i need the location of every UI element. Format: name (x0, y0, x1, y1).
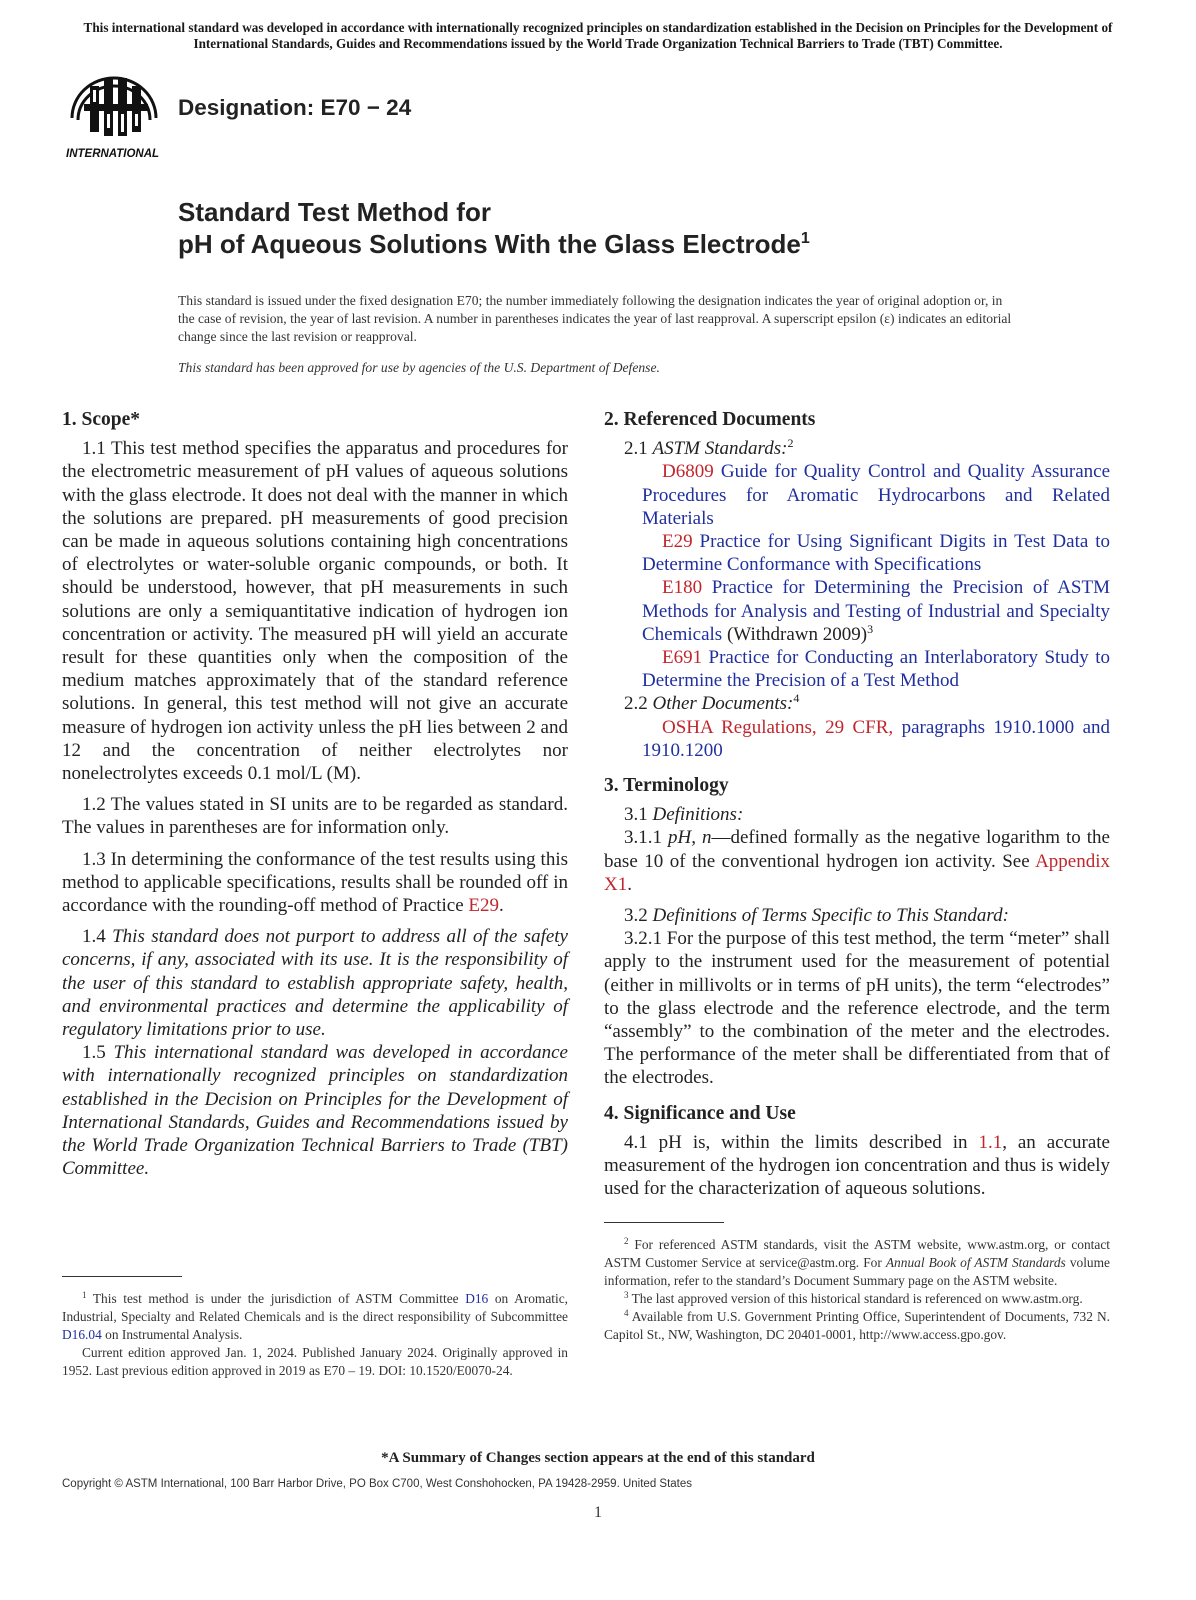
footnote-divider-right (604, 1222, 724, 1223)
astm-standards-number: 2.1 (624, 438, 653, 460)
ref-code-link[interactable]: D6809 (662, 461, 714, 483)
document-title (178, 196, 810, 260)
issued-note: This standard is issued under the fixed designation E70; the number immediately following the designation indicates the year of original adoption or, in the case of revision, the year of last revision. A number in parentheses indicates the year of last reapproval. A superscript epsilon (ε) indicates an editorial change since the last revision or reapproval. (178, 293, 1012, 344)
para-1-5-text: This international standard was developed in accordance with internationally recognized principles on standardization established in the Decision on Principles for the Development of International Standards, Guides and Recommendations issued by the World Trade Organization Technical Barriers to Trade (TBT) Committee. (62, 1042, 568, 1180)
para-1-5-number: 1.5 (82, 1042, 114, 1064)
footnote-4 (604, 1308, 1110, 1344)
astm-standards-subheading (604, 437, 1110, 460)
footnote-2-part-b: volume information, refer to the standard’s Document Summary page on the ASTM website. (604, 1255, 1110, 1288)
para-3-2-number: 3.2 (624, 905, 653, 927)
appendix-x1-link[interactable]: Appendix X1 (604, 850, 1110, 895)
ref-item (604, 530, 1110, 576)
footnote-1 (62, 1290, 568, 1380)
para-3-1 (604, 803, 1110, 826)
astm-logo (64, 70, 168, 162)
footnote-marker-4: 4 (793, 691, 800, 706)
page-number: 1 (594, 1504, 602, 1521)
para-1-4 (62, 925, 568, 1041)
footnote-4-marker: 4 (624, 1308, 629, 1318)
left-column (62, 408, 568, 1181)
copyright: Copyright © ASTM International, 100 Barr Harbor Drive, PO Box C700, West Conshohocken, PA 19428-2959. United States (62, 1478, 693, 1490)
footnote-divider-left (62, 1276, 182, 1277)
section-terminology-heading: 3. Terminology (604, 775, 729, 797)
dod-approval-note: This standard has been approved for use by agencies of the U.S. Department of Defense. (178, 360, 660, 375)
para-3-2 (604, 904, 1110, 927)
svg-text:INTERNATIONAL: INTERNATIONAL (66, 148, 160, 160)
osha-code-link[interactable]: OSHA Regulations, 29 CFR, (662, 716, 894, 738)
para-1-3-end: . (499, 895, 504, 917)
para-1-3 (62, 848, 568, 918)
para-1-2: 1.2 The values stated in SI units are to be regarded as standard. The values in parentheses are for information only. (62, 794, 568, 839)
ref-title-link[interactable]: Guide for Quality Control and Quality Assurance Procedures for Aromatic Hydrocarbons and Related Materials (642, 461, 1111, 529)
para-1-4-text: This standard does not purport to address all of the safety concerns, if any, associated with its use. It is the responsibility of the user of this standard to establish appropriate safety, health, and environmental practices and determine the applicability of regulatory limitations prior to use. (62, 926, 568, 1041)
footnote-4-text: Available from U.S. Government Printing Office, Superintendent of Documents, 732 N. Capitol St., NW, Washington, DC 20401-0001, http://www.access.gpo.gov. (604, 1309, 1110, 1342)
section-significance-heading: 4. Significance and Use (604, 1102, 796, 1124)
other-documents-number: 2.2 (624, 693, 653, 715)
footnote-3-marker: 3 (624, 1290, 629, 1300)
title-line-2: pH of Aqueous Solutions With the Glass Electrode (178, 229, 801, 259)
ref-item-osha (604, 716, 1110, 762)
osha-title-link[interactable]: paragraphs 1910.1000 and 1910.1200 (642, 716, 1111, 761)
term-ph: pH, n (667, 827, 712, 849)
ref-title-link[interactable]: Practice for Using Significant Digits in Test Data to Determine Conformance with Specifications (642, 531, 1111, 576)
footnote-1-marker: 1 (82, 1290, 87, 1300)
ref-title-link[interactable]: Practice for Determining the Precision of ASTM Methods for Analysis and Testing of Industrial and Specialty Chemicals (642, 577, 1111, 645)
footnote-2 (604, 1236, 1110, 1290)
ref-note: (Withdrawn 2009) (722, 623, 868, 645)
footnote-1-edition: Current edition approved Jan. 1, 2024. Published January 2024. Originally approved in 1952. Last previous edition approved in 2019 as E70 – 19. DOI: 10.1520/E0070-24. (62, 1345, 568, 1378)
d16-link[interactable]: D16 (465, 1291, 489, 1306)
ref-code-link[interactable]: E29 (662, 531, 693, 553)
e29-link[interactable]: E29 (468, 895, 500, 917)
title-footnote-marker: 1 (800, 230, 810, 247)
ref-code-link[interactable]: E180 (662, 577, 703, 599)
ref-item (604, 576, 1110, 646)
para-3-1-label: Definitions: (652, 804, 744, 826)
footnotes-right (604, 1236, 1110, 1344)
footnote-1-part-a: This test method is under the jurisdiction of ASTM Committee (86, 1291, 466, 1306)
summary-of-changes-note: *A Summary of Changes section appears at the end of this standard (381, 1450, 815, 1466)
footnote-1-part-c: on Instrumental Analysis. (101, 1327, 243, 1342)
footnote-marker-3: 3 (867, 621, 874, 636)
section-referenced-documents-heading: 2. Referenced Documents (604, 409, 816, 430)
ref-item (604, 646, 1110, 692)
section-1-1-link[interactable]: 1.1 (978, 1131, 1003, 1153)
footnote-marker-2: 2 (787, 436, 794, 451)
footnote-2-marker: 2 (624, 1236, 629, 1246)
right-column (604, 408, 1110, 1201)
para-3-2-label: Definitions of Terms Specific to This Standard: (652, 905, 1009, 927)
section-scope-heading: 1. Scope* (62, 409, 140, 430)
para-1-1: 1.1 This test method specifies the apparatus and procedures for the electrometric measurement of pH values of aqueous solutions with the glass electrode. It does not deal with the manner in which the solutions are prepared. pH measurements of good precision can be made in aqueous solutions containing high concentrations of electrolytes or water-soluble organic compounds, or both. It should be understood, however, that pH measurements in such solutions are only a semiquantitative indication of hydrogen ion concentration or activity. The measured pH will yield an accurate result for these quantities only when the composition of the medium matches approximately that of the standard reference solutions. In general, this test method will not give an accurate measure of hydrogen ion activity unless the pH lies between 2 and 12 and the concentration of neither electrolytes nor nonelectrolytes exceeds 0.1 mol/L (M). (62, 438, 568, 785)
astm-standards-label: ASTM Standards: (652, 438, 788, 460)
d16-04-link[interactable]: D16.04 (62, 1327, 102, 1342)
ref-item (604, 460, 1110, 530)
para-1-4-number: 1.4 (82, 926, 113, 948)
para-4-1 (604, 1131, 1110, 1201)
footnote-2-part-a: For referenced ASTM standards, visit the ASTM website, www.astm.org, or contact ASTM Customer Service at service@astm.org. For (604, 1237, 1110, 1270)
para-1-5 (62, 1041, 568, 1180)
footnote-3-text: The last approved version of this historical standard is referenced on www.astm.org. (628, 1291, 1083, 1306)
para-4-1-text: 4.1 pH is, within the limits described in (624, 1131, 979, 1153)
para-3-1-1-number: 3.1.1 (624, 827, 668, 849)
top-notice: This international standard was developed in accordance with internationally recognized principles on standardization established in the Decision on Principles for the Development of International Standards, Guides and Recommendations issued by the World Trade Organization Technical Barriers to Trade (TBT) Committee. (83, 20, 1113, 51)
para-1-3-text: 1.3 In determining the conformance of the test results using this method to applicable specifications, results shall be rounded off in accordance with the rounding-off method of Practice (62, 848, 568, 917)
title-line-1: Standard Test Method for (178, 197, 491, 227)
para-3-1-1-end: . (627, 873, 632, 895)
ref-title-link[interactable]: Practice for Conducting an Interlaboratory Study to Determine the Precision of a Test Method (642, 647, 1110, 692)
para-3-2-1: 3.2.1 For the purpose of this test method, the term “meter” shall apply to the instrument used for the measurement of potential (either in millivolts or in terms of pH units), the term “electrodes” to the glass electrode and the reference electrode, and the term “assembly” to the combination of the meter and the electrodes. The performance of the meter shall be differentiated from that of the electrodes. (604, 928, 1110, 1089)
designation: Designation: E70 − 24 (178, 95, 412, 120)
para-3-1-number: 3.1 (624, 804, 653, 826)
para-3-1-1-text: —defined formally as the negative logarithm to the base 10 of the conventional hydrogen ion activity. See (604, 827, 1110, 872)
footnote-1-part-b: on Aromatic, Industrial, Specialty and Related Chemicals and is the direct responsibility of Subcommittee (62, 1291, 568, 1324)
footnote-3 (604, 1290, 1110, 1308)
para-4-1-end: , an accurate measurement of the hydrogen ion concentration and thus is widely used for the characterization of aqueous solutions. (604, 1131, 1111, 1200)
para-3-1-1 (604, 826, 1110, 896)
other-documents-label: Other Documents: (652, 693, 794, 715)
footnote-1-text (62, 1290, 568, 1344)
other-documents-subheading (604, 692, 1110, 715)
footnote-2-annual-book: Annual Book of ASTM Standards (885, 1255, 1066, 1270)
astm-logo-icon (64, 70, 168, 162)
ref-code-link[interactable]: E691 (662, 647, 703, 669)
